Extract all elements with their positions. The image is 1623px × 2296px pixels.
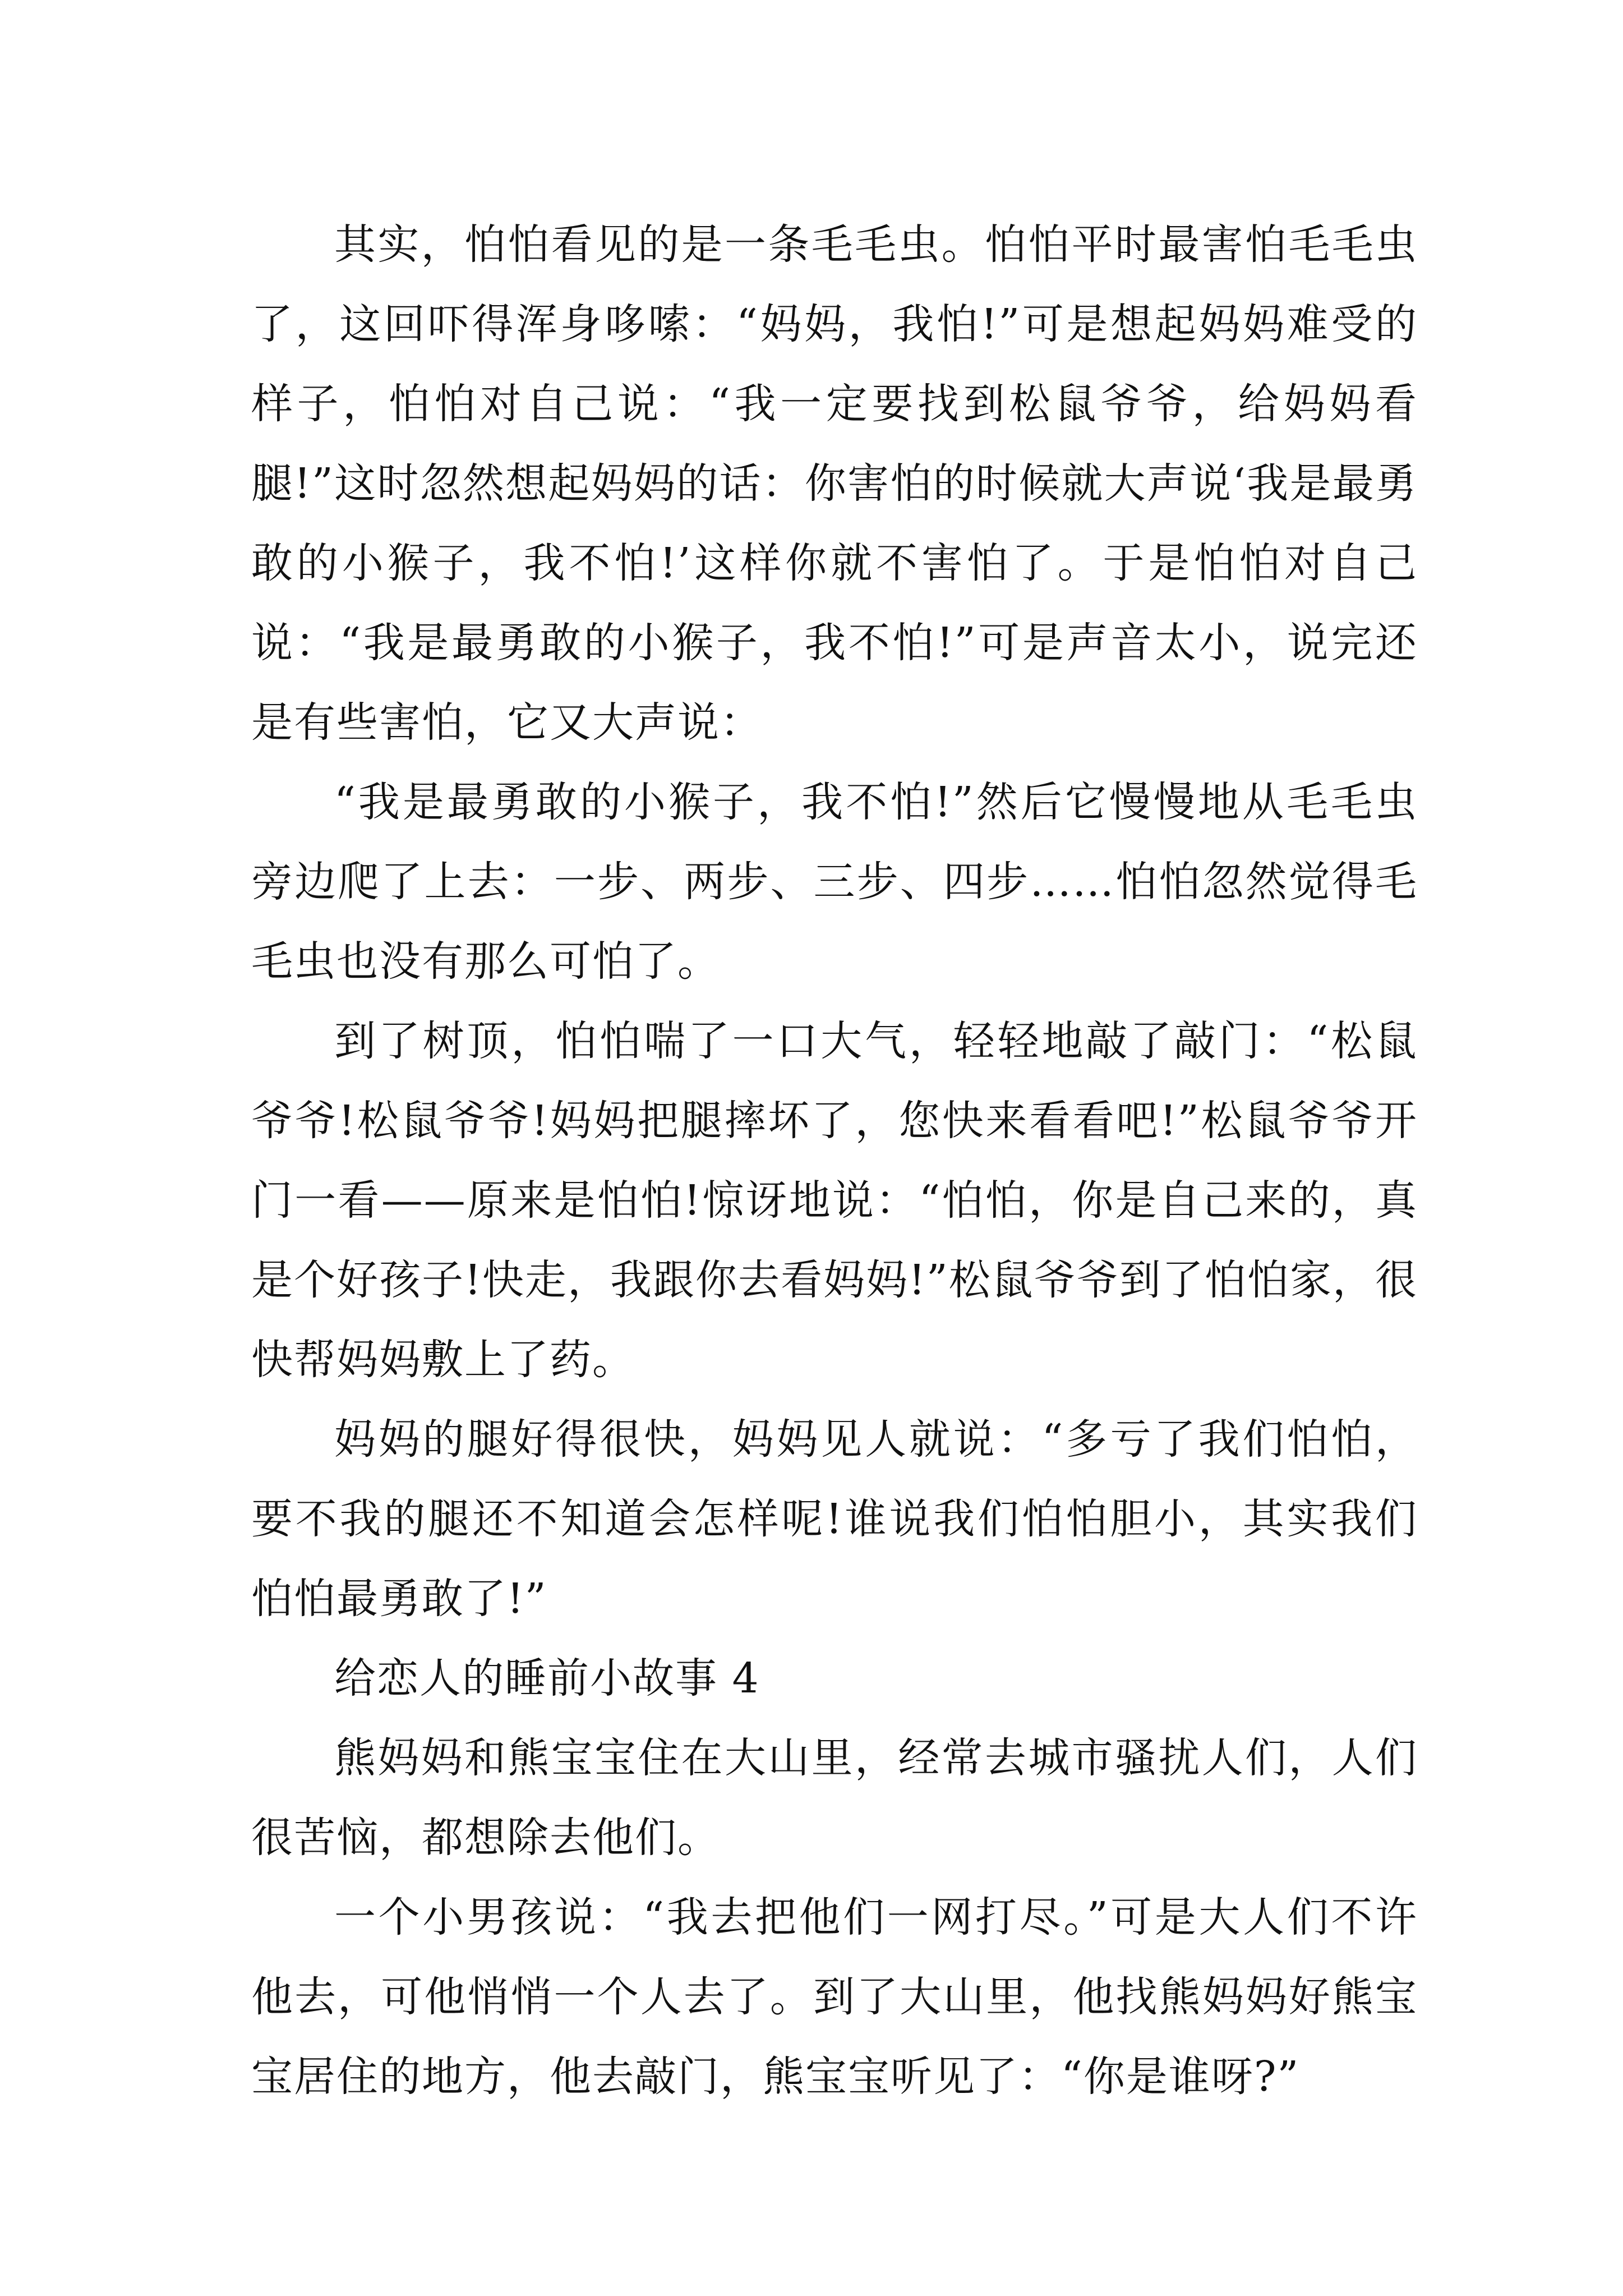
paragraph-1: 其实，怕怕看见的是一条毛毛虫。怕怕平时最害怕毛毛虫了，这回吓得浑身哆嗦：“妈妈，我怕!”可是想起妈妈难受的样子，怕怕对自己说：“我一定要找到松鼠爷爷，给妈妈看腿!”这时忽然想起妈妈的话：你害怕的时候就大声说‘我是最勇敢的小猴子，我不怕!’这样你就不害怕了。于是怕怕对自己说：“我是最勇敢的小猴子，我不怕!”可是声音太小，说完还是有些害怕，它又大声说： [251,220,1418,747]
paragraph-3: 到了树顶，怕怕喘了一口大气，轻轻地敲了敲门：“松鼠爷爷!松鼠爷爷!妈妈把腿摔坏了，您快来看看吧!”松鼠爷爷开门一看——原来是怕怕!惊讶地说：“怕怕，你是自己来的，真是个好孩子!快走，我跟你去看妈妈!”松鼠爷爷到了怕怕家，很快帮妈妈敷上了药。 [251,1017,1418,1384]
paragraph-2: “我是最勇敢的小猴子，我不怕!”然后它慢慢地从毛毛虫旁边爬了上去：一步、两步、三步、四步……怕怕忽然觉得毛毛虫也没有那么可怕了。 [251,778,1418,986]
paragraph-5: 熊妈妈和熊宝宝住在大山里，经常去城市骚扰人们，人们很苦恼，都想除去他们。 [251,1734,1418,1862]
paragraph-4: 妈妈的腿好得很快，妈妈见人就说：“多亏了我们怕怕，要不我的腿还不知道会怎样呢!谁说我们怕怕胆小，其实我们怕怕最勇敢了!” [251,1415,1418,1623]
story-heading: 给恋人的睡前小故事 4 [334,1654,760,1703]
document-body [251,205,1418,2116]
paragraph-6: 一个小男孩说：“我去把他们一网打尽。”可是大人们不许他去，可他悄悄一个人去了。到了大山里，他找熊妈妈好熊宝宝居住的地方，他去敲门，熊宝宝听见了：“你是谁呀?” [251,1893,1418,2101]
